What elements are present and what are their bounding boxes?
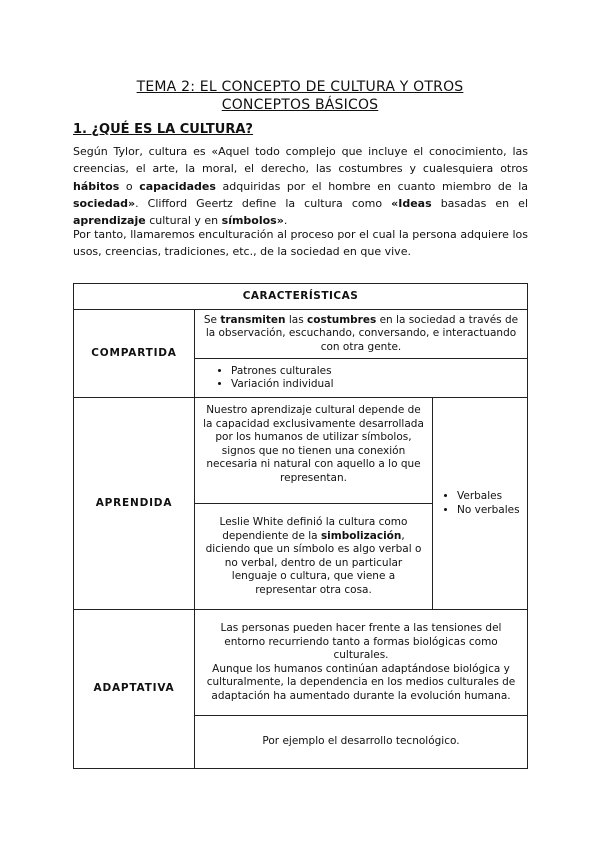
- list-item: • Patrones culturales: [231, 365, 527, 379]
- compartida-bullets-cell: [195, 359, 528, 398]
- aprendida-description-2: [195, 504, 433, 610]
- paragraph-definition: [73, 143, 528, 229]
- table-header: CARACTERÍSTICAS: [74, 284, 528, 310]
- adaptativa-description: [195, 610, 528, 716]
- bold-run: »: [276, 214, 284, 228]
- text-run: Aunque los humanos continúan adaptándose biológica y culturalmente, la dependencia en los medios culturales de adaptación ha aumentado durante la evolución humana.: [206, 662, 516, 702]
- compartida-bullet-list: [195, 365, 527, 392]
- aprendida-bullet-list: [433, 490, 527, 517]
- list-item: • Variación individual: [231, 378, 527, 392]
- section-heading: 1. ¿QUÉ ES LA CULTURA?: [73, 122, 253, 137]
- title-line-2: CONCEPTOS BÁSICOS: [221, 97, 379, 113]
- aprendida-description-1: Nuestro aprendizaje cultural depende de la capacidad exclusivamente desarrollada por los humanos de utilizar símbolos, signos que no tienen una conexión necesaria ni natural con aquello a lo que representan.: [195, 398, 433, 504]
- bold-run: símbolos: [221, 214, 277, 228]
- bold-run: sociedad: [73, 196, 129, 210]
- bold-run: hábitos: [73, 179, 120, 193]
- paragraph-enculturacion: Por tanto, llamaremos enculturación al proceso por el cual la persona adquiere los usos, creencias, tradiciones, etc., de la sociedad en que vive.: [73, 228, 528, 259]
- bold-run: transmiten: [220, 313, 286, 326]
- bold-run: aprendizaje: [73, 214, 146, 228]
- text-run: Leslie White definió la cultura como dependiente de la: [219, 516, 408, 542]
- bold-run: «Ideas: [391, 196, 432, 210]
- bold-run: simbolización: [320, 529, 402, 542]
- text-run: .: [283, 214, 288, 228]
- title-line-1: TEMA 2: EL CONCEPTO DE CULTURA Y OTROS: [136, 79, 464, 95]
- row-label-aprendida: APRENDIDA: [74, 398, 195, 610]
- text-run: o: [119, 179, 140, 193]
- text-run: , diciendo que un símbolo es algo verbal o no verbal, dentro de un particular lenguaje o cultura, que viene a representar otra cosa.: [205, 529, 422, 596]
- adaptativa-example: Por ejemplo el desarrollo tecnológico.: [195, 716, 528, 769]
- text-run: adquiridas por el hombre en cuanto miembro de la: [215, 179, 528, 193]
- text-run: . Clifford Geertz define la cultura como: [135, 196, 392, 210]
- text-run: Según Tylor, cultura es «Aquel todo complejo que incluye el conocimiento, las creencias, el arte, la moral, el derecho, las costumbres y cualesquiera otros: [73, 145, 528, 176]
- list-item: • Verbales: [457, 490, 527, 504]
- text-run: Se: [203, 313, 221, 326]
- text-run: Las personas pueden hacer frente a las tensiones del entorno recurriendo tanto a formas biológicas como culturales.: [220, 622, 502, 661]
- text-run: las: [285, 313, 308, 326]
- text-run: basadas en el: [431, 196, 528, 210]
- text-run: cultural y en: [145, 214, 222, 228]
- aprendida-bullets-cell: [433, 398, 528, 610]
- document-title: [0, 78, 600, 114]
- row-label-compartida: COMPARTIDA: [74, 310, 195, 398]
- bold-run: capacidades: [139, 179, 216, 193]
- compartida-description: [195, 310, 528, 359]
- list-item: • No verbales: [457, 504, 527, 518]
- bold-run: costumbres: [307, 313, 377, 326]
- text-run: en la sociedad a través de la observación, escuchando, conversando, e interactuando con otra gente.: [205, 313, 519, 353]
- characteristics-table: [73, 283, 528, 769]
- bold-run: »: [128, 196, 136, 210]
- row-label-adaptativa: ADAPTATIVA: [74, 610, 195, 769]
